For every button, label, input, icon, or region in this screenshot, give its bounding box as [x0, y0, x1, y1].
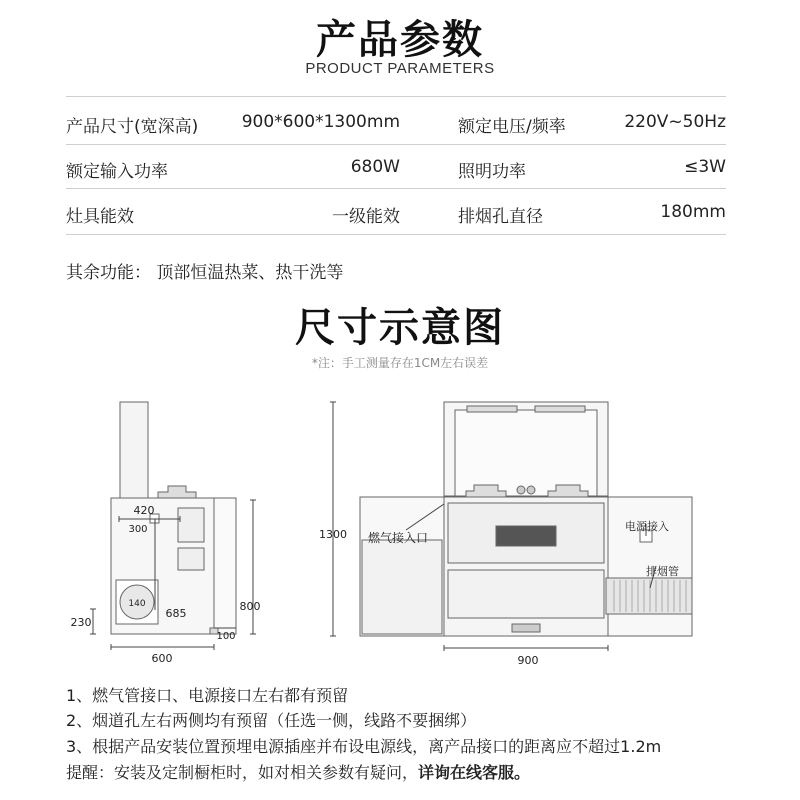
dim-label: 800 — [239, 600, 261, 613]
table-divider — [66, 144, 726, 145]
page-subtitle: PRODUCT PARAMETERS — [305, 60, 495, 77]
dimension-diagram — [0, 380, 800, 670]
page-title: 产品参数 — [316, 17, 484, 63]
dim-label: 420 — [133, 504, 155, 517]
diagram-title: 尺寸示意图 — [295, 305, 505, 351]
exhaust-pipe-label: 排烟管 — [646, 565, 679, 578]
param-value: ≤3W — [684, 157, 726, 177]
param-value: 900*600*1300mm — [241, 112, 400, 132]
param-label: 灶具能效 — [66, 207, 134, 227]
dim-label: 1300 — [319, 528, 347, 541]
install-tip — [66, 760, 530, 783]
param-label: 排烟孔直径 — [458, 207, 543, 227]
front-view — [360, 402, 692, 636]
exhaust-pipe — [606, 578, 692, 614]
side-back-panel — [120, 402, 148, 500]
param-label: 产品尺寸(宽深高) — [66, 117, 199, 137]
table-divider — [66, 234, 726, 235]
extra-features: 其余功能： 顶部恒温热菜、热干洗等 — [66, 263, 344, 283]
side-burner — [158, 486, 196, 498]
param-label: 照明功率 — [458, 162, 526, 182]
dim-label: 140 — [128, 599, 146, 609]
dim-label: 600 — [151, 652, 173, 665]
table-divider — [66, 96, 726, 97]
note-2: 2、烟道孔左右两侧均有预留（任选一侧，线路不要捆绑） — [66, 711, 477, 730]
note-3: 3、根据产品安装位置预埋电源插座并布设电源线，离产品接口的距离应不超过1.2m — [66, 737, 662, 756]
install-tip-contact: 详询在线客服。 — [418, 763, 531, 782]
install-tip-text: 提醒：安装及定制橱柜时，如对相关参数有疑问， — [66, 763, 419, 782]
dim-label: 300 — [128, 524, 148, 535]
param-value: 一级能效 — [332, 207, 400, 227]
gas-inlet-label: 燃气接入口 — [368, 531, 429, 545]
param-value: 220V~50Hz — [624, 112, 726, 132]
dim-label: 900 — [517, 654, 539, 667]
power-inlet-label: 电源接入 — [625, 520, 669, 533]
dim-label: 100 — [216, 631, 236, 642]
dim-label: 230 — [70, 616, 92, 629]
param-value: 180mm — [660, 202, 726, 222]
param-label: 额定输入功率 — [66, 162, 168, 182]
param-value: 680W — [350, 157, 400, 177]
param-label: 额定电压/频率 — [458, 117, 566, 137]
control-panel — [496, 526, 556, 546]
table-divider — [66, 188, 726, 189]
note-1: 1、燃气管接口、电源接口左右都有预留 — [66, 686, 349, 705]
measurement-note: *注：手工测量存在1CM左右误差 — [311, 356, 489, 370]
dim-label: 685 — [165, 607, 187, 620]
